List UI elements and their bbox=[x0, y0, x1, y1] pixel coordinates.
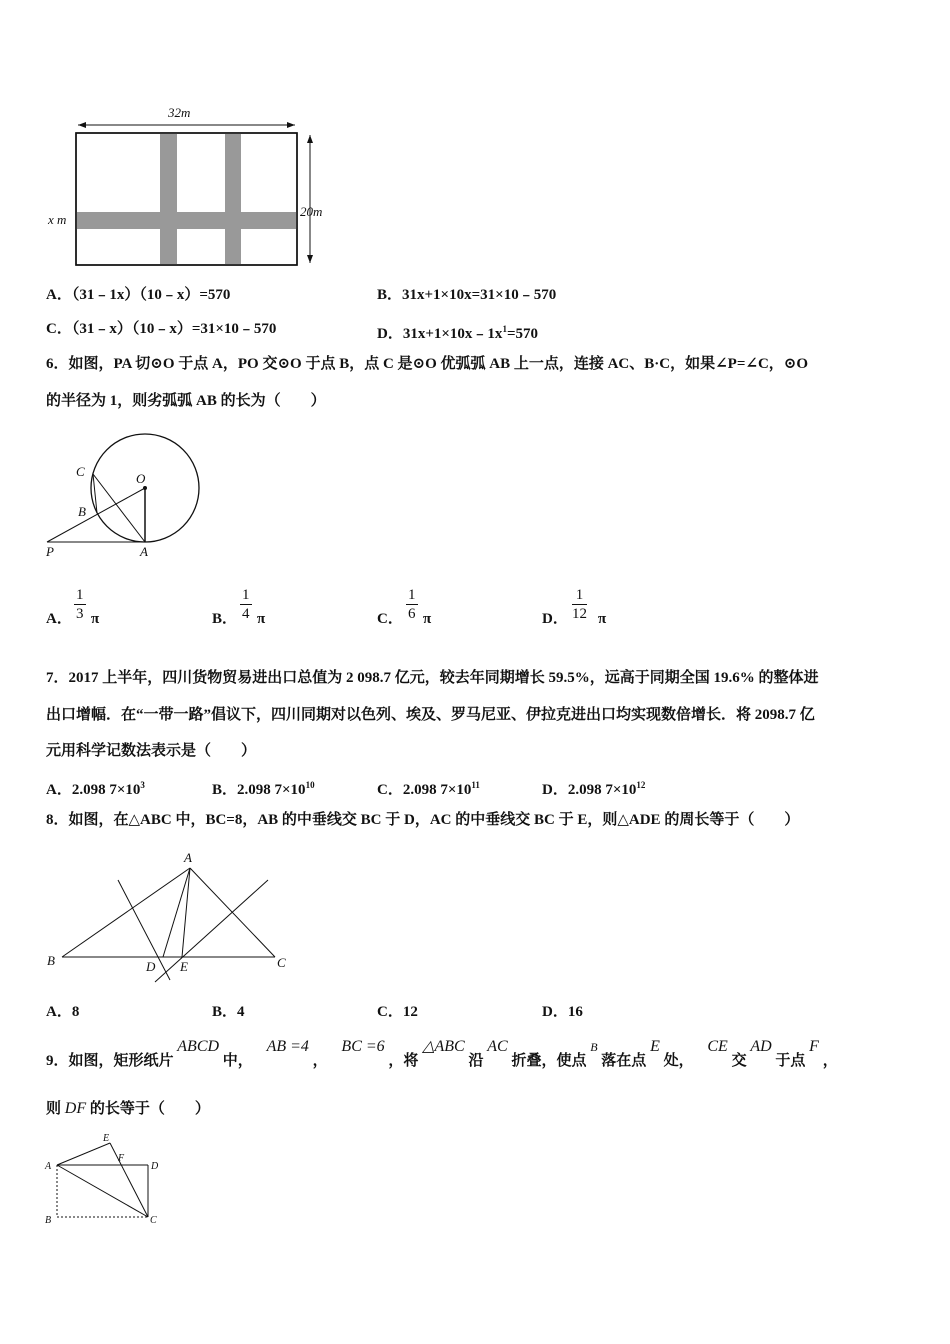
fraction bbox=[572, 586, 587, 623]
q7-option-b[interactable] bbox=[212, 776, 315, 799]
pi: π bbox=[257, 611, 266, 627]
pi: π bbox=[91, 611, 100, 627]
math: BC =6 bbox=[341, 1038, 385, 1055]
road-label: x m bbox=[48, 212, 67, 227]
q7-option-c[interactable] bbox=[377, 776, 480, 799]
fraction bbox=[240, 586, 252, 623]
point-a: A bbox=[45, 1161, 52, 1172]
math: AB =4 bbox=[266, 1038, 309, 1055]
point-c: C bbox=[150, 1215, 157, 1226]
q5-option-d[interactable] bbox=[377, 320, 538, 343]
stem-text: ， bbox=[822, 1053, 838, 1069]
stem-text: 于点 bbox=[775, 1053, 806, 1069]
stem-text: 则 bbox=[46, 1101, 62, 1117]
q6-option-d[interactable]: D． bbox=[542, 611, 568, 627]
q5-option-c[interactable]: C．（31﹣x）（10﹣x）=31×10﹣570 bbox=[46, 321, 277, 337]
option-text: B．2.098 7×10 bbox=[212, 782, 306, 798]
q5-option-b[interactable]: B．31x+1×10x=31×10﹣570 bbox=[377, 287, 557, 303]
fraction bbox=[74, 586, 86, 623]
stem-text: 9．如图，矩形纸片 bbox=[46, 1053, 174, 1069]
q7-option-d[interactable] bbox=[542, 776, 645, 799]
denominator: 6 bbox=[408, 606, 416, 622]
width-label: 32m bbox=[168, 105, 191, 120]
option-text: A．2.098 7×10 bbox=[46, 782, 141, 798]
point-e: E bbox=[180, 959, 188, 974]
q8-stem: 8．如图，在△ABC 中，BC=8，AB 的中垂线交 BC 于 D，AC 的中垂线交 BC 于 E，则△ADE 的周长等于（ ） bbox=[46, 812, 800, 828]
math: CE bbox=[707, 1038, 728, 1055]
exponent: 12 bbox=[636, 780, 646, 790]
point-b: B bbox=[78, 504, 86, 519]
q7-stem-line3: 元用科学记数法表示是（ ） bbox=[46, 743, 257, 759]
math: AD bbox=[750, 1038, 772, 1055]
q7-stem-line1: 7．2017 上半年，四川货物贸易进出口总值为 2 098.7 亿元，较去年同期增长 59.5%，远高于同期全国 19.6% 的整体进 bbox=[46, 670, 819, 686]
numerator: 1 bbox=[408, 587, 416, 603]
fraction bbox=[406, 586, 418, 623]
q8-option-a[interactable]: A．8 bbox=[46, 1004, 80, 1020]
exponent: 3 bbox=[140, 780, 145, 790]
q6-stem-line2: 的半径为 1，则劣弧弧 AB 的长为（ ） bbox=[46, 393, 326, 409]
point-a: A bbox=[184, 850, 192, 865]
q8-option-d[interactable]: D．16 bbox=[542, 1004, 583, 1020]
stem-text: ，将 bbox=[388, 1053, 419, 1069]
height-label: 20m bbox=[300, 204, 323, 219]
math: DF bbox=[64, 1100, 87, 1117]
exponent: 1 bbox=[502, 324, 507, 334]
point-d: D bbox=[146, 959, 156, 974]
point-b: B bbox=[45, 1215, 52, 1226]
denominator: 4 bbox=[242, 606, 250, 622]
q9-stem-line2 bbox=[46, 1100, 210, 1118]
pi: π bbox=[598, 611, 607, 627]
q6-option-a[interactable]: A． bbox=[46, 611, 72, 627]
math: F bbox=[809, 1038, 819, 1055]
q6-stem-line1: 6．如图，PA 切⊙O 于点 A，PO 交⊙O 于点 B，点 C 是⊙O 优弧弧 AB 上一点，连接 AC、B·C，如果∠P=∠C，⊙O bbox=[46, 356, 809, 372]
point-e: E bbox=[103, 1133, 110, 1144]
exponent: 11 bbox=[471, 780, 480, 790]
q6-option-b[interactable]: B． bbox=[212, 611, 238, 627]
point-b: B bbox=[47, 953, 55, 968]
q9-stem-line1 bbox=[46, 1036, 838, 1072]
point-d: D bbox=[151, 1161, 159, 1172]
exponent: 10 bbox=[305, 780, 315, 790]
stem-text: 交 bbox=[731, 1053, 747, 1069]
option-text: D．31x+1×10x﹣1x bbox=[377, 326, 503, 342]
numerator: 1 bbox=[76, 587, 84, 603]
stem-text: 沿 bbox=[468, 1053, 484, 1069]
math: B bbox=[590, 1040, 598, 1054]
stem-text: 落在点 bbox=[601, 1053, 647, 1069]
math: △ABC bbox=[422, 1038, 465, 1055]
q6-option-c[interactable]: C． bbox=[377, 611, 403, 627]
option-text: =570 bbox=[506, 326, 538, 342]
stem-text: 中， bbox=[222, 1053, 253, 1069]
point-f: F bbox=[118, 1153, 125, 1164]
q7-option-a[interactable] bbox=[46, 776, 145, 799]
stem-text: 处， bbox=[663, 1053, 694, 1069]
stem-text: 折叠，使点 bbox=[511, 1053, 587, 1069]
q8-option-c[interactable]: C．12 bbox=[377, 1004, 418, 1020]
q7-stem-line2: 出口增幅．在“一带一路”倡议下，四川同期对以色列、埃及、罗马尼亚、伊拉克进出口均实现数倍增长．将 2098.7 亿 bbox=[46, 707, 815, 723]
option-text: C．2.098 7×10 bbox=[377, 782, 472, 798]
point-a: A bbox=[140, 544, 148, 559]
math: E bbox=[650, 1038, 660, 1055]
point-c: C bbox=[277, 955, 286, 970]
stem-text: ， bbox=[312, 1053, 328, 1069]
q8-option-b[interactable]: B．4 bbox=[212, 1004, 245, 1020]
stem-text: 的长等于（ ） bbox=[89, 1101, 210, 1117]
option-text: D．2.098 7×10 bbox=[542, 782, 637, 798]
denominator: 12 bbox=[572, 606, 587, 622]
point-o: O bbox=[136, 471, 146, 486]
denominator: 3 bbox=[76, 606, 84, 622]
point-c: C bbox=[76, 464, 85, 479]
q5-option-a[interactable]: A．（31﹣1x）（10﹣x）=570 bbox=[46, 287, 231, 303]
math: ABCD bbox=[177, 1038, 220, 1055]
numerator: 1 bbox=[572, 586, 587, 605]
numerator: 1 bbox=[242, 587, 250, 603]
math: AC bbox=[487, 1038, 508, 1055]
point-p: P bbox=[46, 544, 54, 559]
pi: π bbox=[423, 611, 432, 627]
